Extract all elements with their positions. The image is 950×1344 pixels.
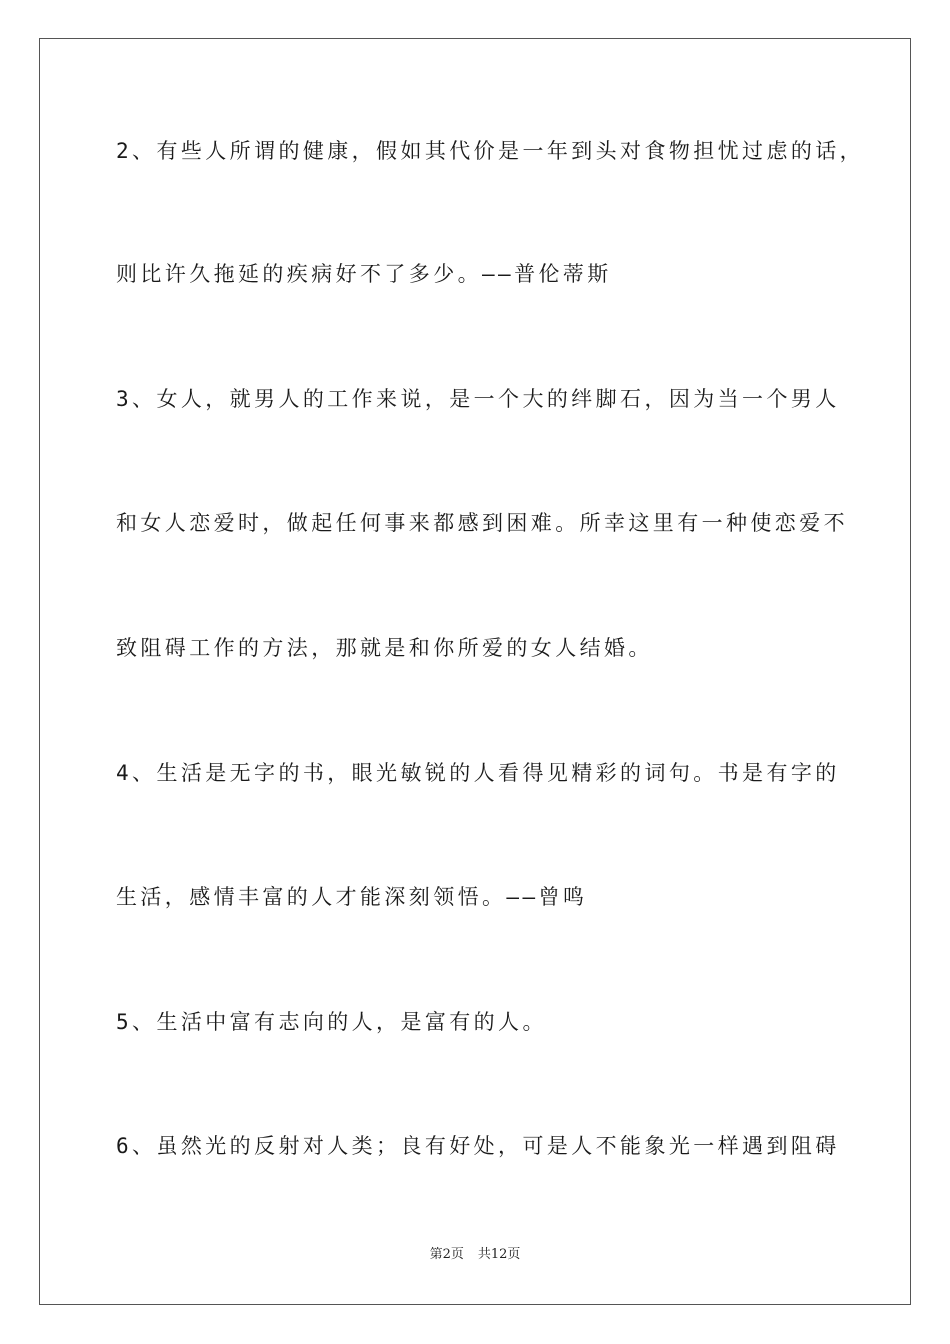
text-line-1: 2、有些人所谓的健康，假如其代价是一年到头对食物担忧过虑的话， [116, 139, 865, 163]
page-footer [0, 1246, 950, 1264]
text-line-9: 6、虽然光的反射对人类；良有好处，可是人不能象光一样遇到阻碍 [116, 1134, 840, 1158]
text-line-6: 4、生活是无字的书，眼光敏锐的人看得见精彩的词句。书是有字的 [116, 761, 840, 785]
total-pages: 共12页 [477, 1247, 521, 1262]
page-border [39, 38, 911, 1305]
text-line-4: 和女人恋爱时，做起任何事来都感到困难。所幸这里有一种使恋爱不 [116, 511, 848, 535]
text-line-7: 生活，感情丰富的人才能深刻领悟。——曾鸣 [116, 885, 588, 909]
page-number: 第2页 [429, 1247, 464, 1262]
text-line-5: 致阻碍工作的方法，那就是和你所爱的女人结婚。 [116, 636, 653, 660]
text-line-2: 则比许久拖延的疾病好不了多少。——普伦蒂斯 [116, 262, 612, 286]
text-line-8: 5、生活中富有志向的人，是富有的人。 [116, 1010, 547, 1034]
text-line-3: 3、女人，就男人的工作来说，是一个大的绊脚石，因为当一个男人 [116, 387, 840, 411]
